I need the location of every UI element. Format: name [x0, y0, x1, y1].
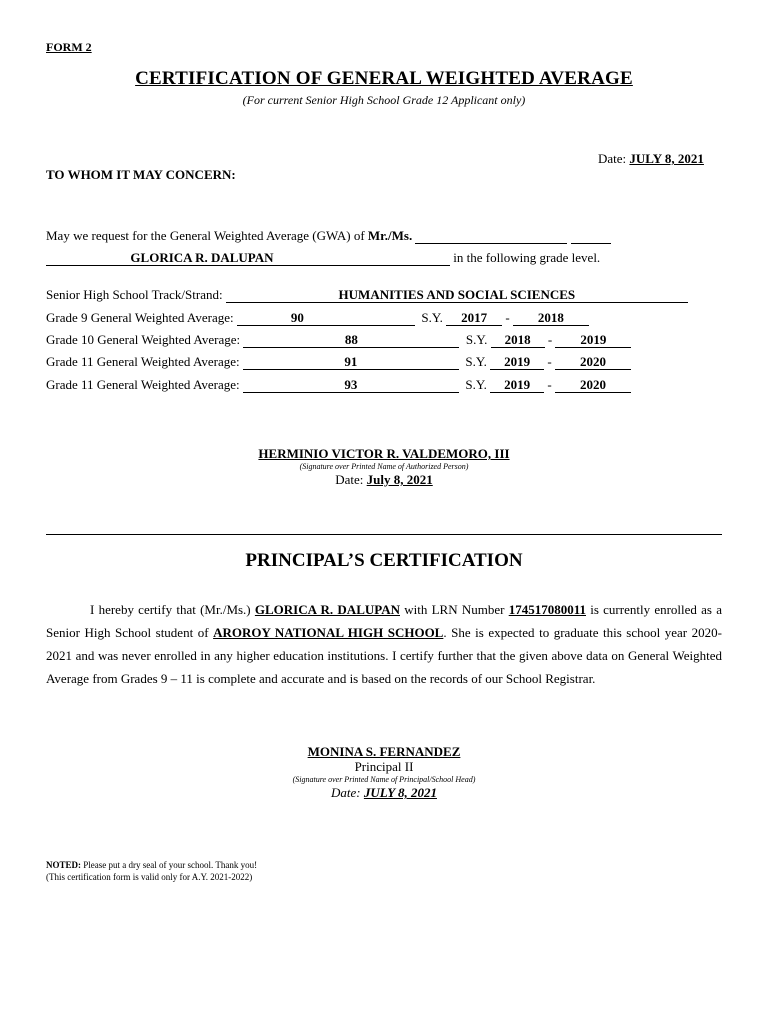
blank-line — [571, 229, 611, 244]
grade-row — [46, 332, 631, 348]
school-name: AROROY NATIONAL HIGH SCHOOL — [213, 625, 444, 640]
principal-signature-caption: (Signature over Printed Name of Principal/School Head) — [292, 775, 476, 784]
track-strand-row — [46, 287, 688, 303]
noted-label: NOTED: — [46, 860, 82, 870]
principal-date — [0, 785, 768, 801]
grade-row — [46, 310, 589, 326]
sy-label: S.Y. — [421, 310, 443, 325]
cert-student-name: GLORICA R. DALUPAN — [254, 602, 400, 617]
grade-label: Grade 9 General Weighted Average: — [46, 310, 234, 325]
gwa-value: 88 — [243, 333, 459, 348]
gwa-value: 91 — [243, 355, 459, 370]
section-divider — [46, 534, 722, 535]
request-line — [46, 228, 611, 244]
date-label: Date: — [335, 472, 364, 487]
sy-label: S.Y. — [465, 377, 487, 392]
date-value: JULY 8, 2021 — [363, 785, 437, 800]
authorized-signatory-date — [0, 472, 768, 488]
sy-end: 2019 — [555, 333, 631, 348]
noted-text: Please put a dry seal of your school. Thank you! — [83, 860, 258, 870]
date-value: July 8, 2021 — [366, 472, 433, 487]
date-label: Date: — [331, 785, 361, 800]
grade-label: Grade 11 General Weighted Average: — [46, 377, 240, 392]
form-code: FORM 2 — [46, 40, 92, 54]
authorized-signatory-name: HERMINIO VICTOR R. VALDEMORO, III — [258, 446, 510, 461]
sy-dash: - — [547, 354, 552, 369]
student-name-value: GLORICA R. DALUPAN — [130, 250, 274, 265]
sy-dash: - — [505, 310, 510, 325]
principal-name: MONINA S. FERNANDEZ — [307, 744, 461, 759]
student-name-field — [46, 251, 450, 266]
sy-end: 2018 — [513, 311, 589, 326]
issue-date-value: JULY 8, 2021 — [629, 151, 704, 166]
request-suffix: in the following grade level. — [453, 250, 601, 265]
track-strand-value: HUMANITIES AND SOCIAL SCIENCES — [226, 288, 688, 303]
issue-date — [598, 151, 704, 167]
grade-row — [46, 377, 631, 393]
gwa-value: 90 — [237, 311, 415, 326]
sy-end: 2020 — [555, 378, 631, 393]
document-title: CERTIFICATION OF GENERAL WEIGHTED AVERAGE — [135, 68, 633, 89]
salutation: TO WHOM IT MAY CONCERN: — [46, 167, 236, 182]
blank-line — [415, 229, 567, 244]
sy-start: 2019 — [490, 355, 544, 370]
grade-label: Grade 11 General Weighted Average: — [46, 354, 240, 369]
document-subtitle: (For current Senior High School Grade 12 Applicant only) — [242, 93, 526, 107]
lrn-number: 174517080011 — [508, 602, 586, 617]
track-strand-label: Senior High School Track/Strand: — [46, 287, 223, 302]
gwa-value: 93 — [243, 378, 459, 393]
principal-position: Principal II — [354, 759, 414, 774]
sy-start: 2017 — [446, 311, 502, 326]
sy-end: 2020 — [555, 355, 631, 370]
validity-note: (This certification form is valid only for A.Y. 2021-2022) — [46, 872, 253, 882]
authorized-signatory-caption: (Signature over Printed Name of Authorized Person) — [299, 462, 469, 471]
sy-start: 2018 — [491, 333, 545, 348]
request-honorific: Mr./Ms. — [367, 228, 413, 243]
issue-date-label: Date: — [598, 151, 627, 166]
sy-dash: - — [547, 332, 553, 347]
sy-label: S.Y. — [465, 332, 488, 347]
student-name-line — [46, 250, 600, 266]
sy-start: 2019 — [490, 378, 544, 393]
sy-dash: - — [547, 377, 552, 392]
sy-label: S.Y. — [465, 354, 487, 369]
request-text: May we request for the General Weighted Average (GWA) of — [46, 228, 365, 243]
certification-paragraph: I hereby certify that (Mr./Ms.) GLORICA R. DALUPAN with LRN Number 174517080011 is currently enrolled as a Senior High School student of AROROY NATIONAL HIGH SCHOOL. She is expected to graduate this school year 2020-2021 and was never enrolled in any higher education institutions. I certify further that the given above data on General Weighted Average from Grades 9 – 11 is complete and accurate and is based on the records of our School Registrar. — [46, 602, 722, 686]
principal-certification-title: PRINCIPAL’S CERTIFICATION — [245, 550, 523, 571]
grade-label: Grade 10 General Weighted Average: — [46, 332, 241, 347]
noted-line — [46, 860, 257, 870]
grade-row — [46, 354, 631, 370]
